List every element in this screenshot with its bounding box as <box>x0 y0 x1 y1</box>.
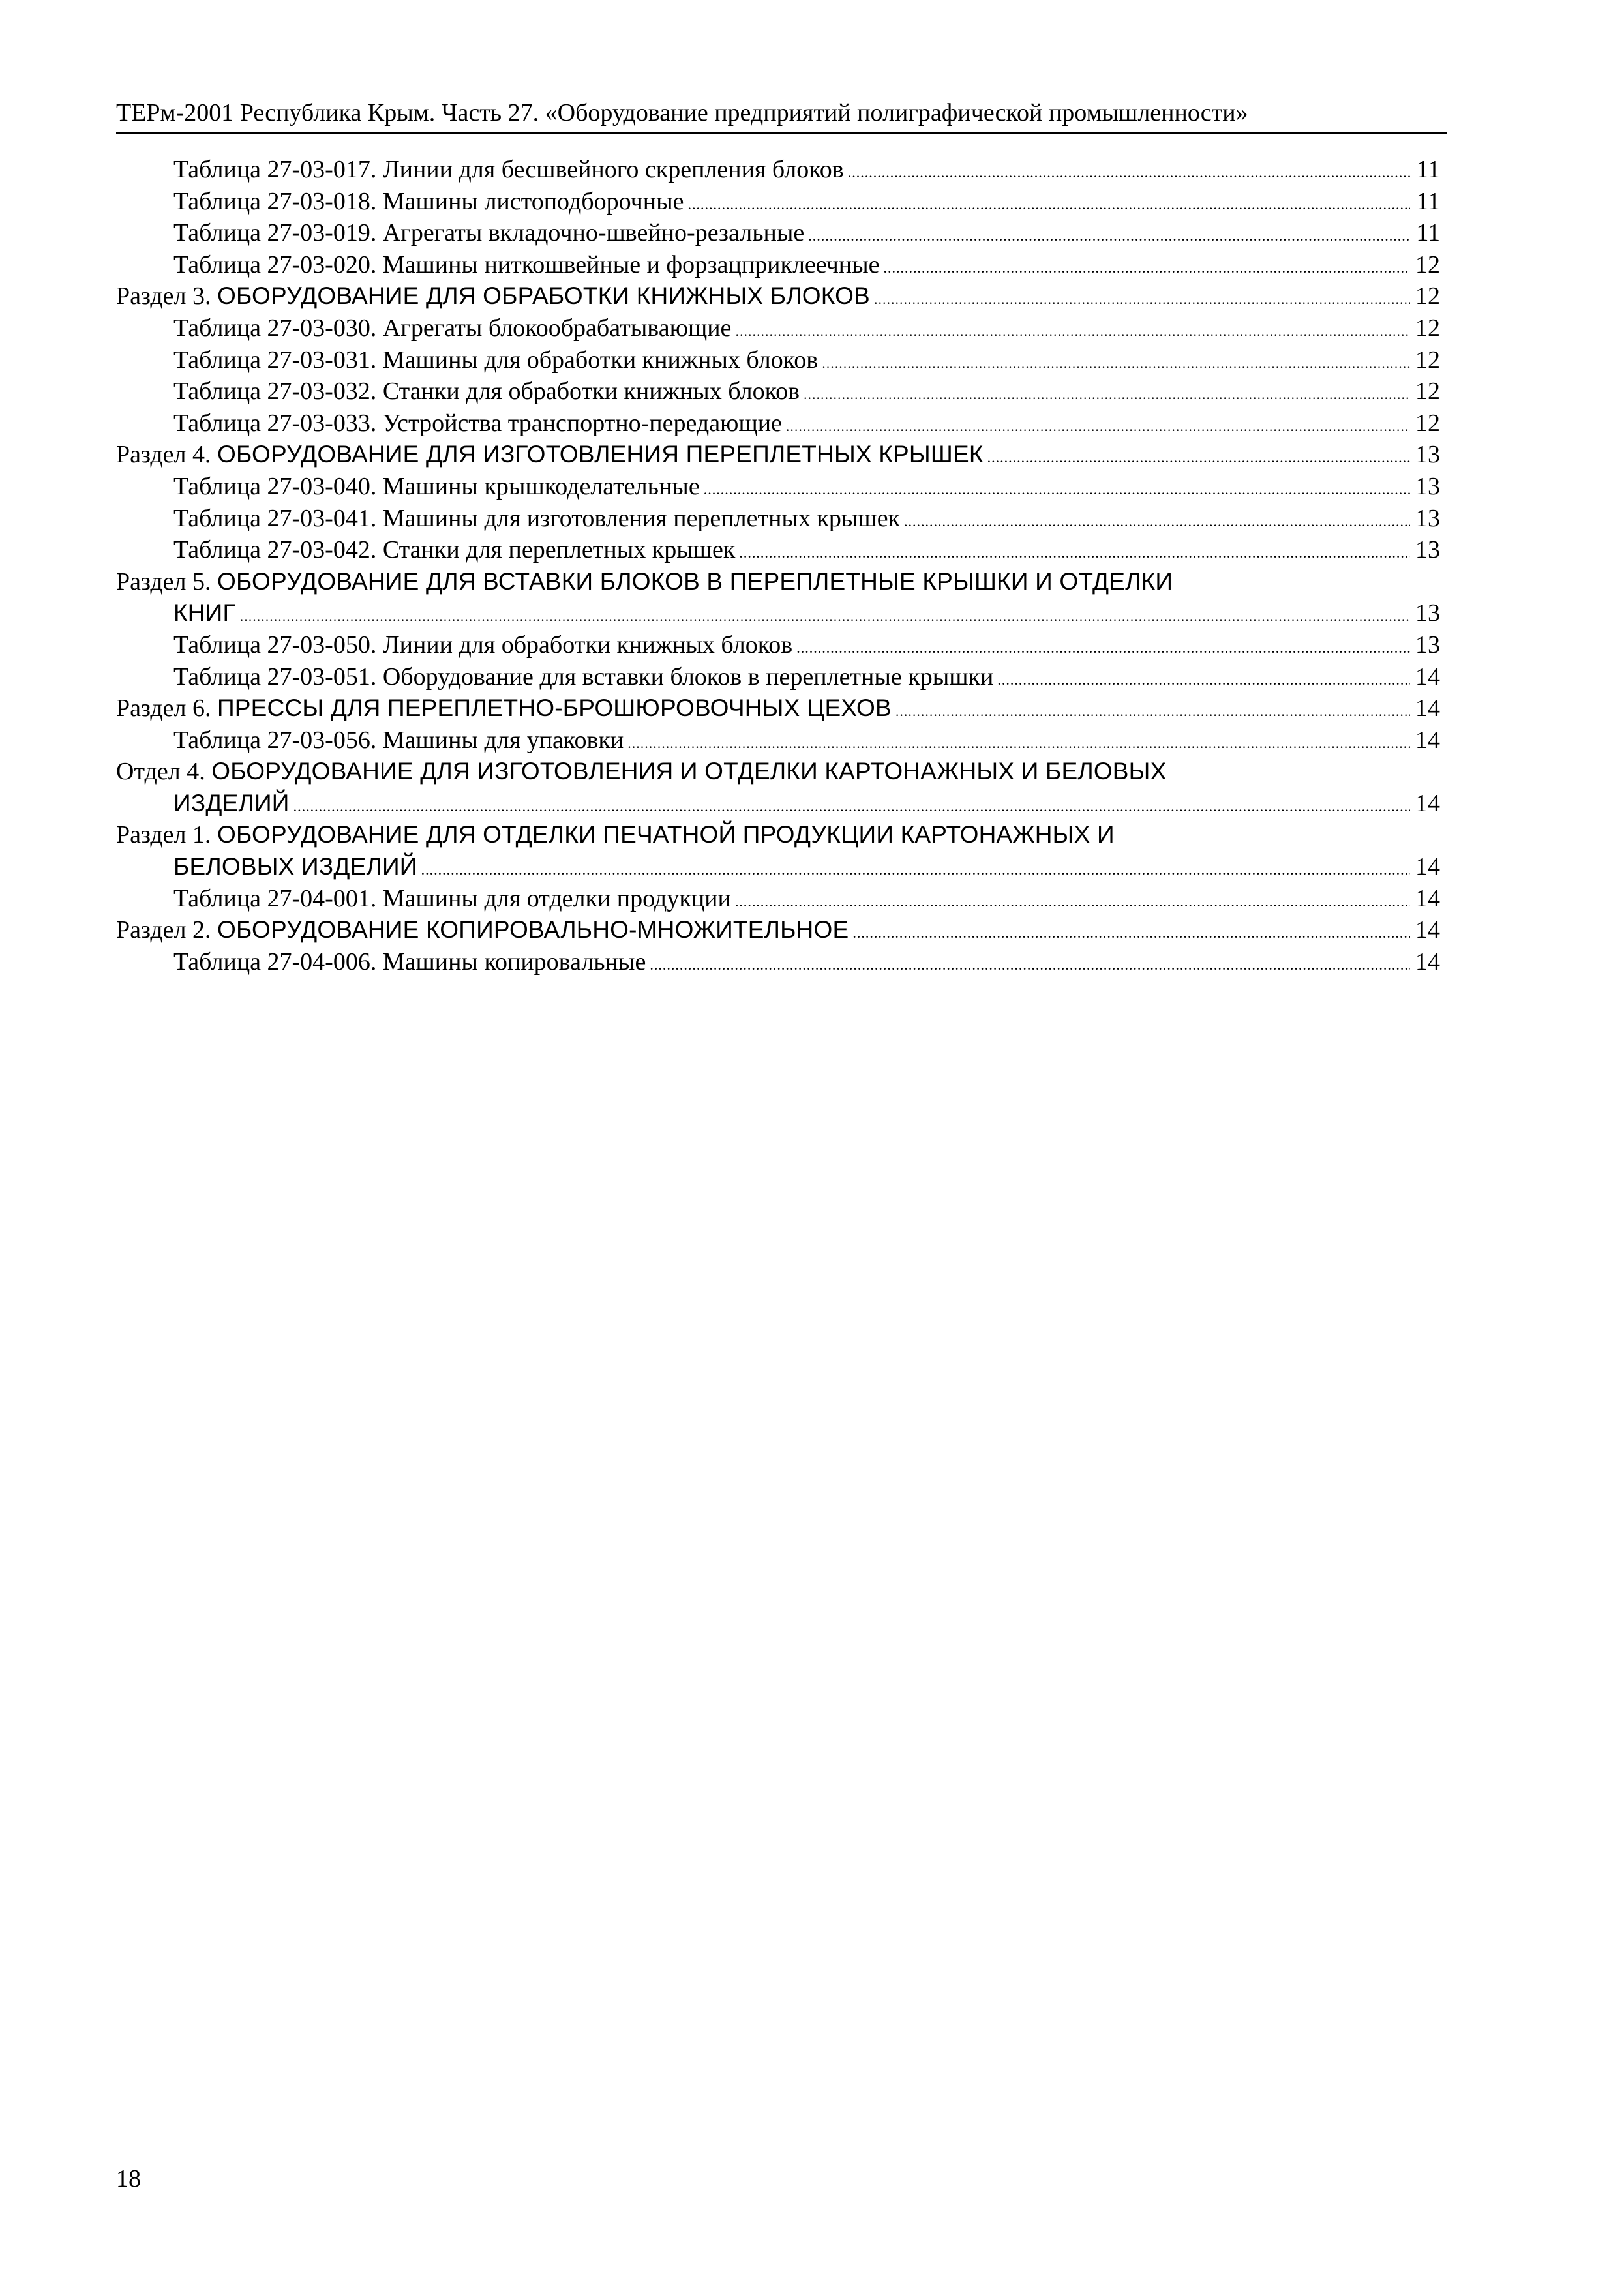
dot-leader <box>884 252 1410 284</box>
toc-page-number: 11 <box>1416 187 1440 215</box>
toc-entry-title: ОБОРУДОВАНИЕ ДЛЯ ИЗГОТОВЛЕНИЯ ПЕРЕПЛЕТНЫХ КРЫШЕК <box>217 441 984 468</box>
toc-entry-text <box>173 408 782 440</box>
toc-line <box>116 439 1440 471</box>
toc-section-entry[interactable] <box>116 914 1440 946</box>
toc-entry-lead: Раздел 1. <box>116 821 217 849</box>
toc-section-entry[interactable] <box>116 693 1440 725</box>
toc-line <box>116 280 1440 312</box>
toc-page-number: 11 <box>1416 219 1440 247</box>
toc-page-number: 14 <box>1415 948 1440 976</box>
toc-table-entry[interactable] <box>116 629 1440 661</box>
toc-table-entry[interactable] <box>116 376 1440 408</box>
toc-page-number: 12 <box>1415 314 1440 342</box>
toc-page-number: 14 <box>1415 726 1440 754</box>
toc-section-entry[interactable] <box>116 439 1440 471</box>
toc-entry-title: Таблица 27-03-030. Агрегаты блокообрабатывающие <box>173 314 732 342</box>
toc-entry-text <box>116 280 870 312</box>
toc-page-number: 14 <box>1415 916 1440 944</box>
dot-leader <box>796 633 1410 665</box>
toc-page-number: 13 <box>1415 536 1440 564</box>
toc-entry-text <box>173 312 731 344</box>
toc-entry-lead: Отдел 4. <box>116 758 212 786</box>
toc-entry-text <box>173 883 731 915</box>
toc-entry-lead: Раздел 6. <box>116 695 217 723</box>
toc-entry-text <box>173 471 700 503</box>
dot-leader <box>735 316 1410 348</box>
toc-table-entry[interactable] <box>116 249 1440 281</box>
dot-leader <box>739 537 1410 569</box>
toc-table-entry[interactable] <box>116 661 1440 693</box>
toc-entry-text <box>173 249 880 281</box>
dot-leader <box>735 886 1410 918</box>
toc-line <box>116 693 1440 725</box>
toc-entry-title: Таблица 27-03-033. Устройства транспортно-передающие <box>173 409 782 437</box>
toc-line <box>116 534 1440 566</box>
header-rule <box>116 132 1447 134</box>
toc-page-number: 12 <box>1415 282 1440 310</box>
toc-entry-text <box>173 788 290 820</box>
toc-entry-title: ОБОРУДОВАНИЕ ДЛЯ ИЗГОТОВЛЕНИЯ И ОТДЕЛКИ КАРТОНАЖНЫХ И БЕЛОВЫХ <box>211 758 1167 785</box>
toc-entry-text <box>173 217 804 249</box>
toc-entry-text <box>173 186 684 218</box>
toc-entry-text <box>173 725 624 756</box>
toc-line <box>116 217 1440 249</box>
toc-entry-title: Таблица 27-03-031. Машины для обработки книжных блоков <box>173 346 819 374</box>
toc-entry-title: Таблица 27-03-041. Машины для изготовления переплетных крышек <box>173 504 901 532</box>
toc-entry-title: Таблица 27-03-019. Агрегаты вкладочно-швейно-резальные <box>173 219 805 247</box>
toc-page-number: 14 <box>1415 789 1440 817</box>
toc-entry-title: ОБОРУДОВАНИЕ ДЛЯ ВСТАВКИ БЛОКОВ В ПЕРЕПЛЕТНЫЕ КРЫШКИ И ОТДЕЛКИ <box>217 567 1173 595</box>
dot-leader <box>293 791 1410 823</box>
dot-leader <box>895 696 1410 728</box>
toc-entry-text <box>173 534 735 566</box>
toc-line <box>116 597 1440 629</box>
toc-entry-title: Таблица 27-03-017. Линии для бесшвейного скрепления блоков <box>173 156 844 183</box>
dot-leader <box>822 348 1410 380</box>
toc-entry-text <box>116 756 1167 788</box>
toc-entry-text <box>116 693 892 725</box>
toc-line <box>116 725 1440 756</box>
toc-line <box>116 249 1440 281</box>
toc-entry-title: Таблица 27-03-050. Линии для обработки книжных блоков <box>173 631 793 659</box>
toc-table-entry[interactable] <box>116 946 1440 978</box>
toc-line <box>116 312 1440 344</box>
toc-table-entry[interactable] <box>116 217 1440 249</box>
toc-line <box>116 376 1440 408</box>
toc-entry-title: ПРЕССЫ ДЛЯ ПЕРЕПЛЕТНО-БРОШЮРОВОЧНЫХ ЦЕХОВ <box>217 695 892 722</box>
toc-entry-title: ОБОРУДОВАНИЕ КОПИРОВАЛЬНО-МНОЖИТЕЛЬНОЕ <box>217 916 849 944</box>
toc-entry-text <box>173 629 792 661</box>
toc-section-entry[interactable] <box>116 280 1440 312</box>
toc-entry-text <box>173 154 844 186</box>
toc-entry-lead: Раздел 2. <box>116 916 217 944</box>
dot-leader <box>421 854 1410 886</box>
toc-page-number: 14 <box>1415 663 1440 691</box>
dot-leader <box>874 284 1410 316</box>
toc-table-entry[interactable] <box>116 154 1440 186</box>
dot-leader <box>987 442 1410 474</box>
toc-page-number: 13 <box>1415 472 1440 500</box>
dot-leader <box>704 474 1410 506</box>
toc-page-number: 12 <box>1415 346 1440 374</box>
toc-entry-title: ОБОРУДОВАНИЕ ДЛЯ ОТДЕЛКИ ПЕЧАТНОЙ ПРОДУКЦИИ КАРТОНАЖНЫХ И <box>217 821 1115 848</box>
dot-leader <box>804 379 1410 411</box>
toc-entry-text <box>173 503 900 535</box>
running-header: ТЕРм-2001 Республика Крым. Часть 27. «Оборудование предприятий полиграфической промышленности» <box>116 99 1248 127</box>
toc-line <box>116 186 1440 218</box>
toc-page-number: 12 <box>1415 378 1440 406</box>
toc-entry-text <box>173 376 800 408</box>
toc-table-entry[interactable] <box>116 408 1440 440</box>
toc-entry-lead: Раздел 3. <box>116 282 217 310</box>
toc-entry-title: Таблица 27-03-042. Станки для переплетных крышек <box>173 536 736 564</box>
toc-entry-text <box>173 597 236 629</box>
toc-line <box>116 661 1440 693</box>
toc-entry-title: ИЗДЕЛИЙ <box>173 789 290 816</box>
dot-leader <box>997 665 1410 696</box>
table-of-contents <box>116 154 1440 978</box>
toc-entry-text <box>116 914 849 946</box>
toc-line <box>116 883 1440 915</box>
toc-line <box>116 946 1440 978</box>
toc-entry-text <box>173 851 417 883</box>
toc-entry-title: БЕЛОВЫХ ИЗДЕЛИЙ <box>173 853 417 880</box>
toc-page-number: 13 <box>1415 631 1440 659</box>
toc-entry-text <box>116 819 1115 851</box>
toc-line <box>116 914 1440 946</box>
page-number: 18 <box>116 2165 141 2192</box>
toc-table-entry[interactable] <box>116 344 1440 376</box>
toc-entry-title: Таблица 27-03-018. Машины листоподборочные <box>173 187 684 215</box>
dot-leader <box>786 411 1410 443</box>
toc-entry-title: Таблица 27-03-020. Машины ниткошвейные и форзацприклеечные <box>173 250 880 278</box>
toc-page-number: 14 <box>1415 884 1440 912</box>
toc-entry-text <box>116 439 984 471</box>
toc-line <box>116 566 1440 598</box>
toc-entry-title: КНИГ <box>173 599 236 627</box>
toc-table-entry[interactable] <box>116 471 1440 503</box>
dot-leader <box>848 157 1410 189</box>
toc-table-entry[interactable] <box>116 503 1440 535</box>
toc-line <box>116 408 1440 440</box>
toc-page-number: 14 <box>1415 853 1440 881</box>
toc-table-entry[interactable] <box>116 883 1440 915</box>
toc-entry-title: Таблица 27-03-056. Машины для упаковки <box>173 726 624 754</box>
toc-page-number: 13 <box>1415 504 1440 532</box>
toc-section-entry[interactable] <box>116 819 1440 882</box>
dot-leader <box>852 918 1410 950</box>
toc-line <box>116 471 1440 503</box>
toc-page-number: 13 <box>1415 441 1440 469</box>
toc-line <box>116 629 1440 661</box>
dot-leader <box>688 189 1411 221</box>
toc-entry-title: Таблица 27-04-001. Машины для отделки продукции <box>173 884 731 912</box>
toc-line <box>116 819 1440 851</box>
toc-entry-title: ОБОРУДОВАНИЕ ДЛЯ ОБРАБОТКИ КНИЖНЫХ БЛОКОВ <box>217 282 870 310</box>
dot-leader <box>808 220 1410 252</box>
toc-page-number: 14 <box>1415 695 1440 723</box>
toc-line <box>116 756 1440 788</box>
toc-entry-title: Таблица 27-04-006. Машины копировальные <box>173 948 646 976</box>
toc-page-number: 12 <box>1415 409 1440 437</box>
toc-line <box>116 154 1440 186</box>
toc-entry-text <box>173 344 818 376</box>
toc-entry-lead: Раздел 4. <box>116 441 217 469</box>
toc-entry-title: Таблица 27-03-040. Машины крышкоделательные <box>173 472 700 500</box>
toc-page-number: 13 <box>1415 599 1440 627</box>
dot-leader <box>904 506 1410 538</box>
toc-page-number: 12 <box>1415 250 1440 278</box>
dot-leader <box>650 950 1410 981</box>
toc-line <box>116 851 1440 883</box>
toc-entry-title: Таблица 27-03-032. Станки для обработки книжных блоков <box>173 378 800 406</box>
toc-table-entry[interactable] <box>116 186 1440 218</box>
toc-section-entry[interactable] <box>116 756 1440 819</box>
toc-page-number: 11 <box>1416 156 1440 183</box>
toc-entry-title: Таблица 27-03-051. Оборудование для вставки блоков в переплетные крышки <box>173 663 994 691</box>
toc-line <box>116 503 1440 535</box>
toc-line <box>116 788 1440 820</box>
toc-table-entry[interactable] <box>116 312 1440 344</box>
toc-entry-text <box>173 661 993 693</box>
toc-section-entry[interactable] <box>116 566 1440 629</box>
toc-entry-text <box>116 566 1173 598</box>
toc-entry-text <box>173 946 646 978</box>
dot-leader <box>627 728 1410 760</box>
dot-leader <box>240 601 1410 633</box>
toc-entry-lead: Раздел 5. <box>116 567 217 595</box>
toc-line <box>116 344 1440 376</box>
toc-table-entry[interactable] <box>116 534 1440 566</box>
toc-table-entry[interactable] <box>116 725 1440 756</box>
